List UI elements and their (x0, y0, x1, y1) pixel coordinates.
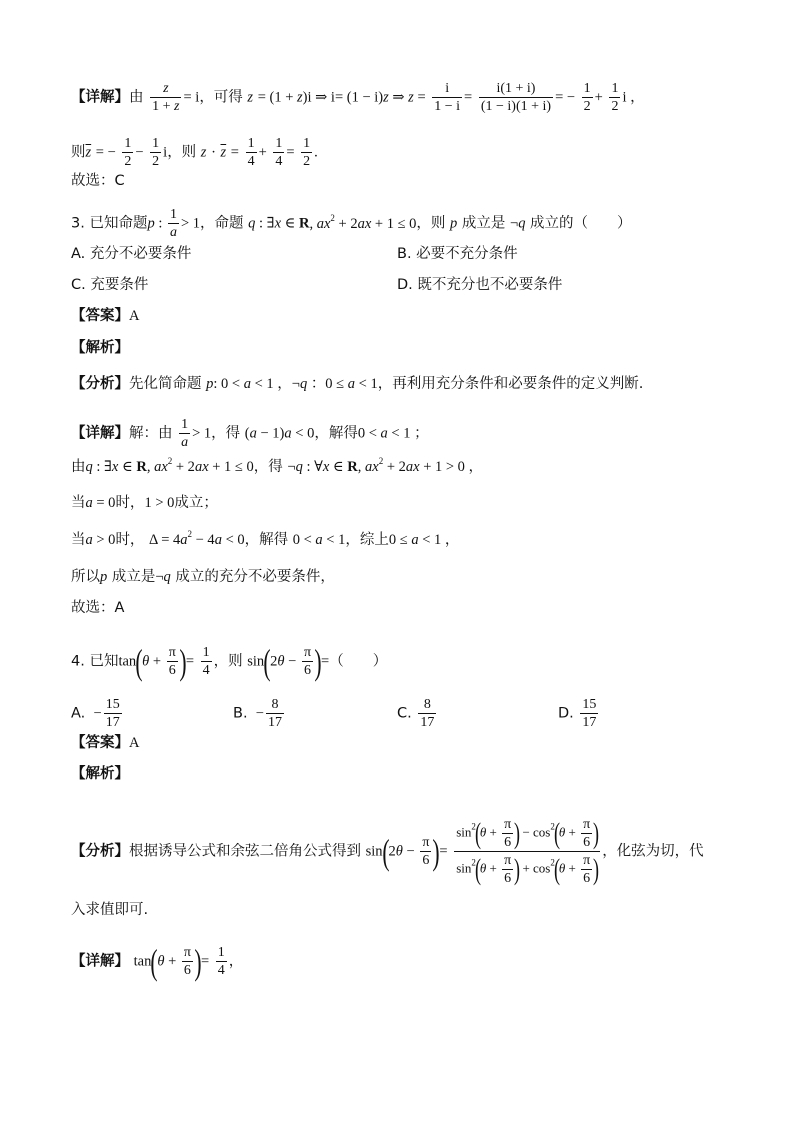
q3-option-a[interactable]: A. 充分不必要条件 (71, 246, 192, 262)
q4-stem: 4. 已知tan(θ + $\frac{\pi}{6}$ )= $\frac{1}{4}$ ，则 sin(2θ − $\frac{\pi}{6}$ )=（ ） (71, 641, 388, 682)
q3-option-b[interactable]: B. 必要不充分条件 (397, 246, 518, 262)
q3-option-c[interactable]: C. 充要条件 (71, 277, 149, 293)
q2-conj-line: 则$\overline{z}$ = − $\frac{1}{2}$ − $\frac{1}{2}$ i，则 $z \cdot \overline{z}$ = $\frac{1}{4}$ + $\frac{1}{4}$ = $\frac{1}{2}$ . (71, 136, 318, 169)
q3-option-d[interactable]: D. 既不充分也不必要条件 (397, 277, 563, 293)
q4-answer: 【答案】A (71, 735, 140, 751)
q3-brief: 【分析】先化简命题 p: 0 < a < 1 ，¬q ：0 ≤ a < 1，再利用充分条件和必要条件的定义判断. (71, 376, 644, 392)
q4-option-c[interactable]: C. $\frac{8}{17}$ (397, 697, 435, 730)
fraction: $\frac{z}{1 + z}$ (152, 81, 180, 114)
detail-label: 【详解】 (71, 89, 129, 106)
q3-detail-line4: 当a > 0时， $\Delta = 4a^2 - 4a < 0$，解得 0 < a < 1，综上0 ≤ a < 1 ， (71, 529, 460, 548)
q4-analysis-label: 【解析】 (71, 766, 129, 782)
q4-option-b[interactable]: B. − $\frac{8}{17}$ (233, 697, 282, 730)
q4-brief: 【分析】根据诱导公式和余弦二倍角公式得到 sin(2θ − $\frac{\pi}{6}$ )= $\sin^2(\theta$ + $\frac{\pi}{6}$ ) − $\cos^2(\theta$ + $\frac{\pi}{6}$ ) $\sin^2(\theta$ + $\frac{\pi}{6}$ ) + $\cos^2(\theta$ + $\frac{\pi}{6}$ ) ，化弦为切，代 (71, 816, 704, 886)
q3-detail-line5: 所以p 成立是¬q 成立的充分不必要条件， (71, 569, 335, 585)
q2-choice: 故选：C (71, 173, 125, 189)
q3-stem: 3. 已知命题p : $\frac{1}{a}$ > 1，命题 q : ∃x ∈ R, $ax^2 + 2ax + 1 \le 0$，则 p 成立是 ¬q 成立的（ ） (71, 207, 632, 240)
q3-analysis-label: 【解析】 (71, 340, 129, 356)
q4-option-d[interactable]: D. $\frac{15}{17}$ (558, 697, 597, 730)
q3-detail-line1: 【详解】解：由 $\frac{1}{a}$ > 1，得 (a − 1)a < 0，解得0 < a < 1 ； (71, 417, 429, 450)
q4-detail-line1: 【详解】 tan(θ + $\frac{\pi}{6}$ )= $\frac{1}{4}$ ， (71, 941, 244, 982)
q4-brief-cont: 入求值即可. (71, 902, 149, 918)
q2-detail-line: 【详解】由 $\frac{z}{1 + z}$ = i，可得 z = (1 + z)i ⇒ i= (1 − i)z ⇒ z = $\frac{i}{1 - i}$ = $\frac{i(1 + i)}{(1 - i)(1 + i)}$ = − $\frac{1}{2}$ + $\frac{1}{2}$ i ， (71, 81, 645, 114)
q3-answer: 【答案】A (71, 308, 140, 324)
q3-choice: 故选：A (71, 600, 125, 616)
q3-detail-line3: 当a = 0时，1 > 0成立； (71, 495, 218, 511)
q4-option-a[interactable]: A. − $\frac{15}{17}$ (71, 697, 120, 730)
q3-detail-line2: 由q : ∃x ∈ R, $ax^2 + 2ax + 1 \le 0$，得 ¬q : ∀x ∈ R, $ax^2 + 2ax + 1 > 0$ ， (71, 456, 484, 475)
